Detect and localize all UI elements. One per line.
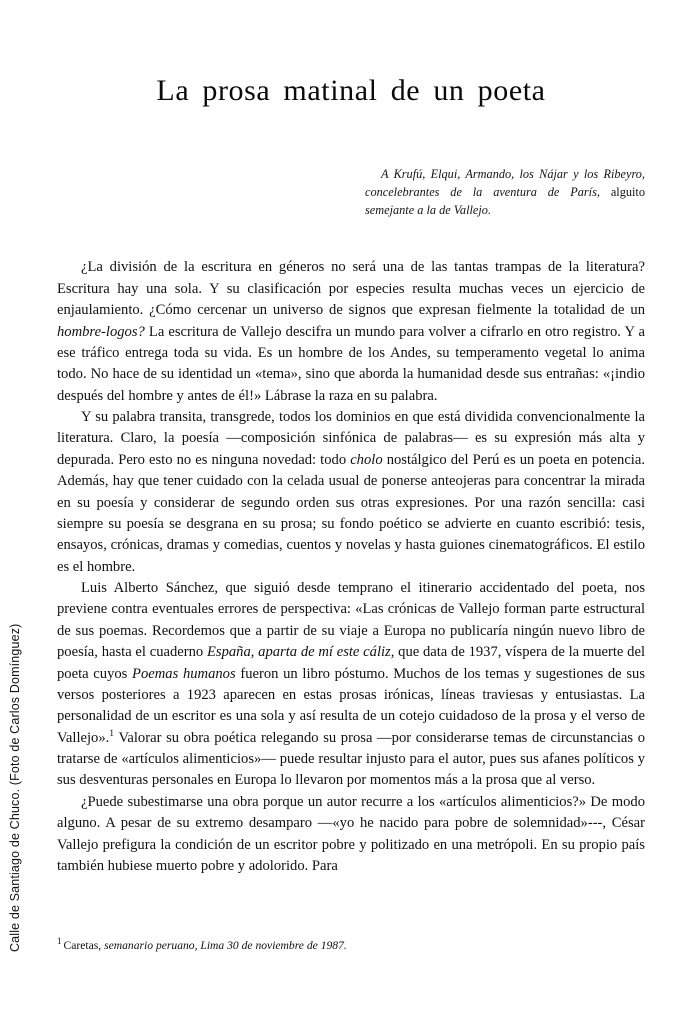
- italic-title: hombre-logos?: [57, 323, 145, 340]
- epigraph-part-one: A Krufú, Elqui, Armando, los Nájar y los Ribeyro, concelebrantes de la aventura de París,: [365, 167, 645, 199]
- paragraph-p4: [57, 792, 645, 878]
- page-title: La prosa matinal de un poeta: [156, 74, 546, 107]
- text-run: que data de 1937, víspera de la muerte del poeta cuyos: [57, 644, 645, 682]
- italic-title: España, aparta de mí este cáliz,: [206, 644, 395, 661]
- paragraph-p3: [57, 578, 645, 792]
- epigraph-roman-word: alguito: [610, 184, 645, 199]
- footnote-detail: semanario peruano, Lima 30 de noviembre de 1987.: [104, 939, 347, 952]
- text-run: fueron un libro póstumo. Muchos de los temas y sugestiones de sus versos posteriores a 1923 aparecen en estas prosas irónicas, líneas traviesas y entusiastas. La personalidad de un escritor es una sola y así resulta de un cotejo cuidadoso de la prosa y el verso de Vallejo».: [57, 665, 646, 746]
- paragraph-p2: [57, 407, 645, 578]
- text-run: Y su palabra transita, transgrede, todos los dominios en que está dividida convencionalmente la literatura. Claro, la poesía —composición sinfónica de palabras— es su expresión más alta y depurada. Pero esto no es ninguna novedad: todo: [57, 409, 645, 468]
- text-run: ¿La división de la escritura en géneros no será una de las tantas trampas de la literatura? Escritura hay una sola. Y su clasificación por especies resulta muchas veces un ejercicio de enjaulamiento. ¿Cómo cercenar un universo de signos que expresan fielmente la totalidad de un: [57, 259, 645, 319]
- italic-title: Poemas humanos: [132, 665, 236, 682]
- footnote-reference[interactable]: 1: [109, 727, 115, 739]
- text-run: ¿Puede subestimarse una obra porque un autor recurre a los «artículos alimenticios?» De modo alguno. A pesar de su extremo desamparo —«yo he nacido para pobre de solemnidad»---, César Vallejo prefigura la condición de un escritor pobre y politizado en una metrópoli. En su propio país también hubiese muerto pobre y adolorido. Para: [57, 793, 645, 874]
- text-column: [57, 0, 645, 877]
- text-run: Valorar su obra poética relegando su prosa —por considerarse temas de circunstancias o tratarse de «artículos alimenticios»— puede resultar injusto para el autor, pues sus afanes políticos y sus desventuras personales en Europa lo llevaron por momentos más a la prosa que al verso.: [57, 729, 645, 789]
- footnote-marker: 1: [57, 936, 62, 947]
- paragraph-p1: [57, 257, 645, 407]
- footnote-source: Caretas,: [63, 939, 102, 952]
- epigraph-part-two: semejante a la de Vallejo.: [365, 202, 492, 217]
- text-run: nostálgico del Perú es un poeta en potencia. Además, hay que tener cuidado con la celada usual de ponerse anteojeras para concentrar la mirada en su poesía y considerar de segundo orden sus otras expresiones. Por una razón sencilla: casi siempre su poesía se desgrana en su prosa; su fondo poético se advierte en cuanto escribió: tesis, ensayos, crónicas, dramas y comedias, cuentos y novelas y hasta guiones cinematográficos. El estilo es el hombre.: [57, 451, 645, 575]
- body-paragraphs: [57, 257, 645, 877]
- footnote: [57, 938, 645, 954]
- epigraph-dedication: [365, 166, 645, 219]
- italic-title: cholo: [350, 451, 383, 468]
- photo-credit-caption: Calle de Santiago de Chuco. (Foto de Carlos Domínguez): [8, 623, 22, 952]
- text-run: Luis Alberto Sánchez, que siguió desde temprano el itinerario accidentado del poeta, nos previene contra eventuales errores de perspectiva: «Las crónicas de Vallejo forman parte estructural de sus poemas. Recordemos que a partir de su viaje a Europa no publicaría ningún nuevo libro de poesía, hasta el cuaderno: [57, 580, 645, 661]
- text-run: La escritura de Vallejo descifra un mundo para volver a cifrarlo en otro registro. Y a ese tráfico entrega toda su vida. Es un hombre de los Andes, su temperamento vegetal lo anima todo. No hace de su identidad un «tema», sino que aborda la humanidad desde sus entrañas: «¡indio después del hombre y antes de él!» Lábrase la raza en su palabra.: [57, 323, 645, 404]
